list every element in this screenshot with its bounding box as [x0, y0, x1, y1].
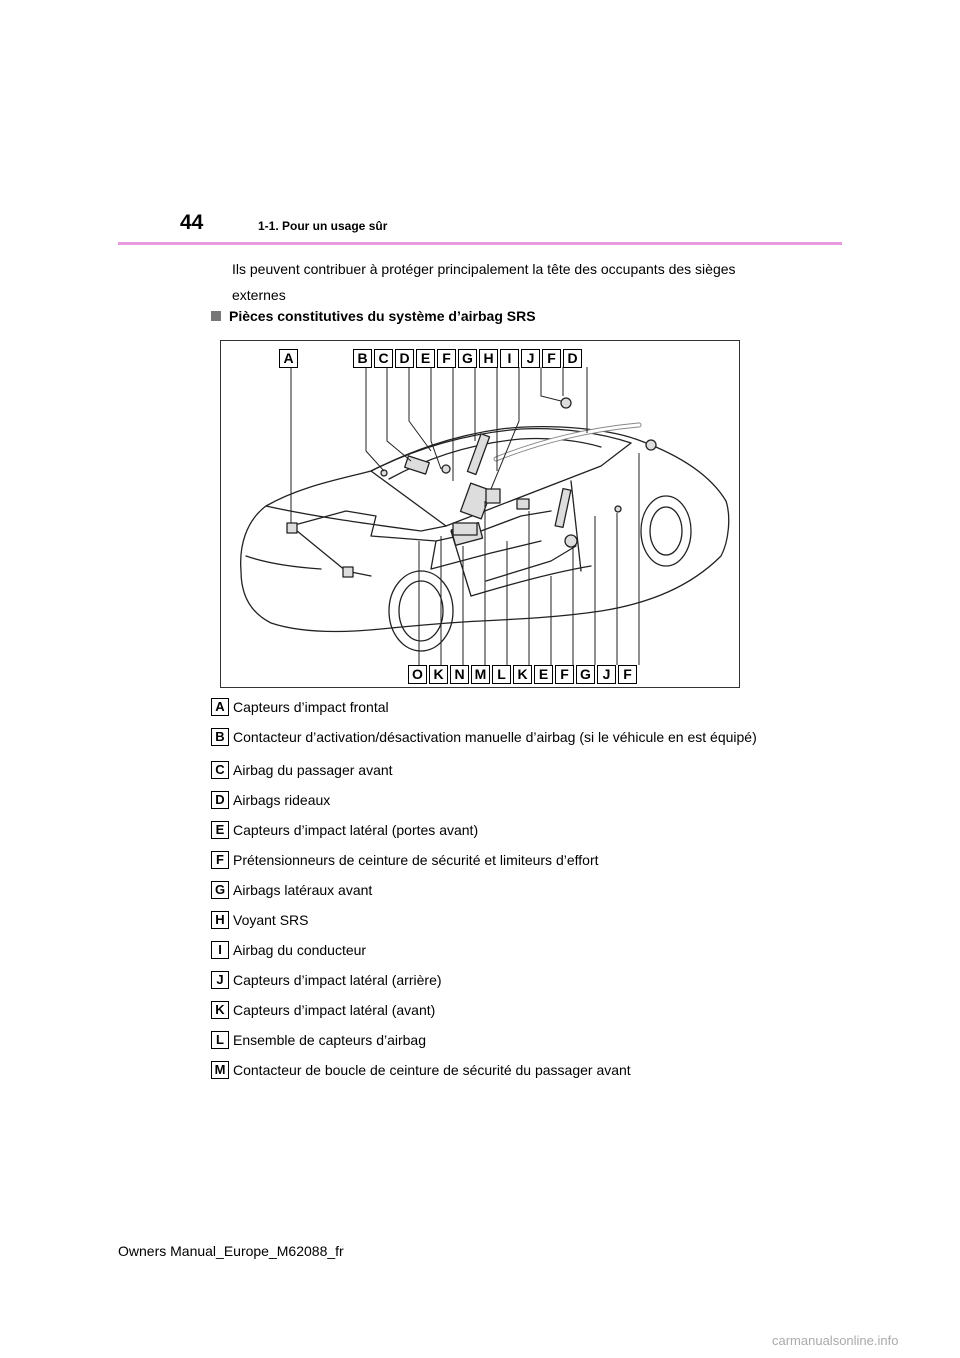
- legend-item: [211, 850, 771, 870]
- legend-item: [211, 790, 771, 810]
- legend-text: Airbags latéraux avant: [233, 882, 373, 898]
- legend-key: L: [211, 1031, 229, 1049]
- callout-label: F: [555, 665, 574, 684]
- callout-row-bottom: [408, 665, 639, 684]
- legend-text: Capteurs d’impact latéral (portes avant): [233, 822, 479, 838]
- legend-text: Airbags rideaux: [233, 792, 331, 808]
- legend-key: A: [211, 698, 229, 716]
- callout-label: E: [534, 665, 553, 684]
- legend-text: Capteurs d’impact frontal: [233, 699, 389, 715]
- legend-item: [211, 727, 771, 750]
- callout-label: B: [353, 349, 372, 368]
- callout-label: F: [618, 665, 637, 684]
- legend-key: M: [211, 1061, 229, 1079]
- page-number: 44: [180, 211, 204, 234]
- subheading: [211, 308, 536, 324]
- legend-key: C: [211, 761, 229, 779]
- section-title: 1-1. Pour un usage sûr: [258, 219, 388, 233]
- legend-item: [211, 940, 771, 960]
- legend-key: E: [211, 821, 229, 839]
- callout-label: E: [416, 349, 435, 368]
- callout-row-top: [353, 349, 584, 368]
- legend-text: Airbag du passager avant: [233, 762, 393, 778]
- legend-key: K: [211, 1001, 229, 1019]
- callout-label: D: [563, 349, 582, 368]
- legend-item: [211, 1000, 771, 1020]
- legend-item: [211, 970, 771, 990]
- callout-label: F: [437, 349, 456, 368]
- legend-item: [211, 820, 771, 840]
- legend-key: F: [211, 851, 229, 869]
- callout-label: M: [471, 665, 490, 684]
- legend-item: [211, 697, 771, 717]
- callout-label: G: [576, 665, 595, 684]
- subheading-text: Pièces constitutives du système d’airbag SRS: [229, 308, 536, 324]
- legend-key: H: [211, 911, 229, 929]
- callout-label: A: [279, 349, 298, 368]
- callout-label: O: [408, 665, 427, 684]
- airbag-diagram: [220, 340, 740, 688]
- callout-label: K: [513, 665, 532, 684]
- footer-doc-id: Owners Manual_Europe_M62088_fr: [118, 1243, 344, 1259]
- callout-label: L: [492, 665, 511, 684]
- legend-list: [211, 697, 771, 1090]
- legend-text: Ensemble de capteurs d’airbag: [233, 1032, 427, 1048]
- legend-text: Capteurs d’impact latéral (arrière): [233, 972, 442, 988]
- callout-label: H: [479, 349, 498, 368]
- legend-text: Capteurs d’impact latéral (avant): [233, 1002, 436, 1018]
- intro-paragraph: Ils peuvent contribuer à protéger principalement la tête des occupants des sièges externes: [232, 261, 736, 303]
- car-illustration: [221, 341, 741, 689]
- legend-text: Contacteur de boucle de ceinture de sécurité du passager avant: [233, 1062, 631, 1078]
- callout-label: I: [500, 349, 519, 368]
- legend-item: [211, 760, 771, 780]
- callout-label: G: [458, 349, 477, 368]
- callout-label: D: [395, 349, 414, 368]
- callout-label: J: [597, 665, 616, 684]
- legend-key: J: [211, 971, 229, 989]
- legend-text: Airbag du conducteur: [233, 942, 367, 958]
- legend-item: [211, 910, 771, 930]
- legend-key: D: [211, 791, 229, 809]
- watermark: carmanualsonline.info: [772, 1333, 899, 1348]
- square-bullet-icon: [211, 311, 221, 321]
- callout-label: N: [450, 665, 469, 684]
- callout-label: F: [542, 349, 561, 368]
- header-rule: [118, 242, 842, 245]
- legend-item: [211, 880, 771, 900]
- callout-top-left: [279, 349, 300, 368]
- legend-text: Prétensionneurs de ceinture de sécurité et limiteurs d’effort: [233, 852, 599, 868]
- legend-key: I: [211, 941, 229, 959]
- legend-text: Contacteur d’activation/désactivation manuelle d’airbag (si le véhicule en est équipé): [233, 729, 757, 745]
- legend-text: Voyant SRS: [233, 912, 309, 928]
- callout-label: C: [374, 349, 393, 368]
- callout-label: K: [429, 665, 448, 684]
- legend-key: B: [211, 728, 229, 746]
- legend-key: G: [211, 881, 229, 899]
- callout-label: J: [521, 349, 540, 368]
- legend-item: [211, 1060, 771, 1080]
- legend-item: [211, 1030, 771, 1050]
